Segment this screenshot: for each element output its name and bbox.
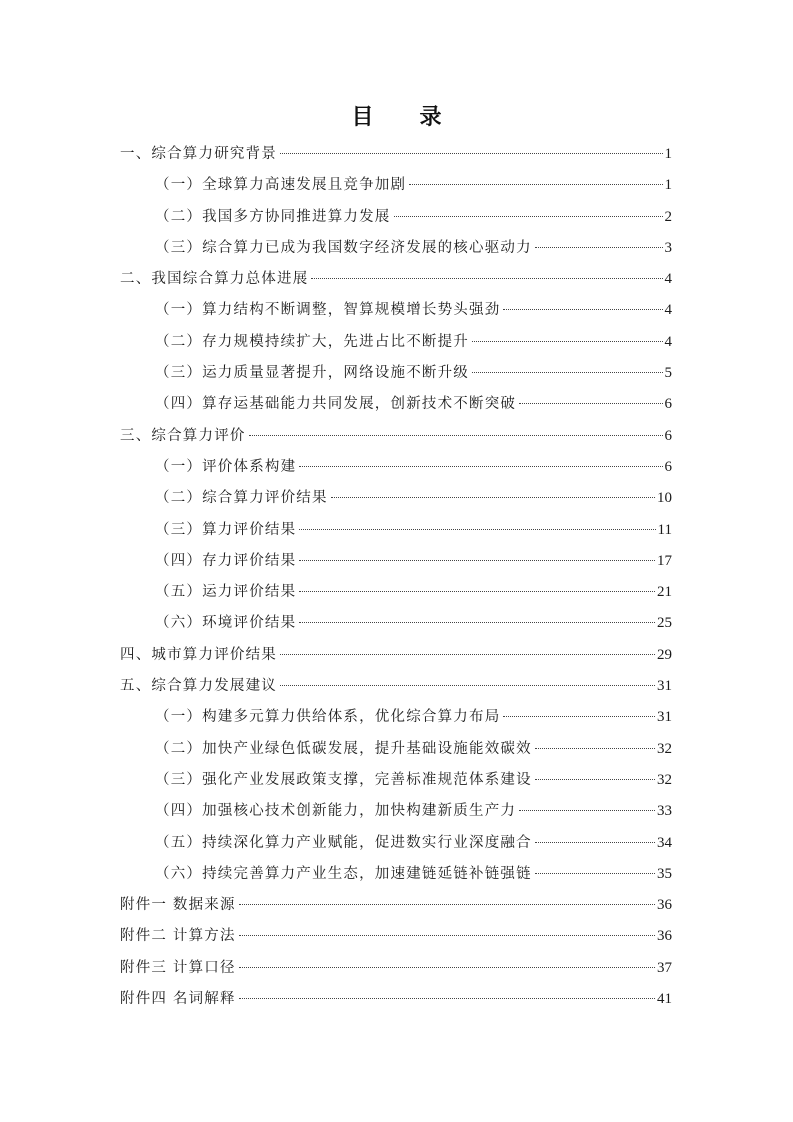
toc-entry-title: 五、综合算力发展建议 [120,678,277,695]
toc-page-number: 41 [657,991,672,1008]
toc-entry-title: （六）持续完善算力产业生态，加速建链延链补链强链 [155,865,532,882]
toc-entry-title: （三）综合算力已成为我国数字经济发展的核心驱动力 [155,239,532,256]
toc-entry-title: （二）综合算力评价结果 [155,490,328,507]
toc-page-number: 11 [657,521,672,538]
toc-page-number: 31 [657,709,672,726]
toc-dot-leader [299,466,662,467]
toc-entry-title: （一）评价体系构建 [155,458,297,475]
toc-page-number: 5 [664,365,672,382]
toc-entry-section[interactable] [120,233,672,264]
toc-dot-leader [239,998,655,999]
toc-dot-leader [239,967,655,968]
toc-entry-chapter[interactable] [120,421,672,452]
toc-entry-section[interactable] [120,828,672,859]
toc-page-number: 6 [664,458,672,475]
toc-dot-leader [394,216,663,217]
toc-entry-chapter[interactable] [120,921,672,952]
toc-entry-section[interactable] [120,170,672,201]
toc-entry-title: 二、我国综合算力总体进展 [120,271,309,288]
toc-entry-chapter[interactable] [120,890,672,921]
toc-entry-title: （四）算存运基础能力共同发展，创新技术不断突破 [155,396,517,413]
toc-entry-title: 一、综合算力研究背景 [120,146,277,162]
toc-entry-chapter[interactable] [120,671,672,702]
toc-entry-title: （二）我国多方协同推进算力发展 [155,208,391,225]
toc-entry-chapter[interactable] [120,139,672,170]
toc-entry-section[interactable] [120,702,672,733]
toc-page-number: 1 [664,146,672,162]
toc-entry-section[interactable] [120,515,672,546]
toc-entry-section[interactable] [120,546,672,577]
toc-page-number: 2 [664,208,672,225]
toc-entry-chapter[interactable] [120,640,672,671]
toc-entry-chapter[interactable] [120,264,672,295]
toc-entry-title: 四、城市算力评价结果 [120,646,277,663]
toc-entry-title: （五）运力评价结果 [155,584,297,601]
toc-dot-leader [249,435,663,436]
toc-dot-leader [535,748,655,749]
toc-entry-section[interactable] [120,327,672,358]
toc-entry-title: （三）强化产业发展政策支撑，完善标准规范体系建设 [155,771,532,788]
toc-entry-title: （二）存力规模持续扩大，先进占比不断提升 [155,333,469,350]
toc-dot-leader [280,685,655,686]
toc-entry-title: （三）运力质量显著提升，网络设施不断升级 [155,365,469,382]
toc-entry-title: 三、综合算力评价 [120,427,246,444]
toc-page-number: 32 [657,771,672,788]
toc-dot-leader [535,873,655,874]
toc-dot-leader [299,529,655,530]
toc-entry-title: （一）全球算力高速发展且竞争加剧 [155,177,407,194]
toc-dot-leader [503,716,655,717]
toc-page-number: 36 [657,928,672,945]
toc-page-number: 6 [664,427,672,444]
page-title: 目 录 [351,105,454,130]
toc-entry-section[interactable] [120,389,672,420]
toc-page-number: 29 [657,646,672,663]
toc-entry-section[interactable] [120,608,672,639]
toc-entry-title: 附件二 计算方法 [120,928,236,945]
toc-page-number: 4 [664,302,672,319]
toc-entry-chapter[interactable] [120,984,672,1015]
toc-page-number: 37 [657,959,672,976]
toc-entry-section[interactable] [120,796,672,827]
toc-page-number: 34 [657,834,672,851]
toc-page-number: 1 [664,177,672,194]
toc-dot-leader [331,497,655,498]
toc-dot-leader [535,842,655,843]
toc-entry-section[interactable] [120,859,672,890]
toc-entry-section[interactable] [120,483,672,514]
toc-page-number: 3 [664,239,672,256]
toc-entry-title: （一）算力结构不断调整，智算规模增长势头强劲 [155,302,501,319]
toc-entry-title: （一）构建多元算力供给体系，优化综合算力布局 [155,709,501,726]
toc-dot-leader [311,278,662,279]
table-of-contents [120,139,672,1015]
toc-page-number: 10 [657,490,672,507]
toc-entry-title: 附件一 数据来源 [120,897,236,914]
toc-entry-title: （六）环境评价结果 [155,615,297,632]
toc-dot-leader [472,341,663,342]
toc-entry-section[interactable] [120,577,672,608]
toc-entry-section[interactable] [120,295,672,326]
toc-page-number: 17 [657,552,672,569]
toc-page-number: 6 [664,396,672,413]
toc-dot-leader [519,810,655,811]
toc-page-number: 4 [664,271,672,288]
toc-page-number: 36 [657,897,672,914]
toc-dot-leader [535,247,663,248]
toc-entry-section[interactable] [120,765,672,796]
toc-dot-leader [239,935,655,936]
toc-page-number: 33 [657,803,672,820]
toc-page-number: 31 [657,678,672,695]
toc-entry-title: 附件三 计算口径 [120,959,236,976]
toc-dot-leader [503,309,662,310]
toc-entry-section[interactable] [120,734,672,765]
toc-page-number: 35 [657,865,672,882]
toc-entry-section[interactable] [120,202,672,233]
toc-dot-leader [299,560,655,561]
toc-entry-title: （三）算力评价结果 [155,521,297,538]
toc-dot-leader [472,372,663,373]
toc-entry-section[interactable] [120,452,672,483]
toc-entry-title: （四）加强核心技术创新能力，加快构建新质生产力 [155,803,517,820]
toc-dot-leader [299,622,655,623]
toc-dot-leader [299,591,655,592]
toc-dot-leader [280,654,655,655]
toc-page-number: 4 [664,333,672,350]
toc-entry-chapter[interactable] [120,953,672,984]
toc-dot-leader [239,904,655,905]
toc-entry-section[interactable] [120,358,672,389]
toc-dot-leader [280,153,663,154]
toc-entry-title: （二）加快产业绿色低碳发展，提升基础设施能效碳效 [155,740,532,757]
toc-page-number: 32 [657,740,672,757]
toc-page-number: 21 [657,584,672,601]
toc-entry-title: （五）持续深化算力产业赋能，促进数实行业深度融合 [155,834,532,851]
toc-page-number: 25 [657,615,672,632]
toc-entry-title: （四）存力评价结果 [155,552,297,569]
toc-dot-leader [535,779,655,780]
toc-dot-leader [519,403,662,404]
toc-dot-leader [409,184,662,185]
toc-entry-title: 附件四 名词解释 [120,991,236,1008]
